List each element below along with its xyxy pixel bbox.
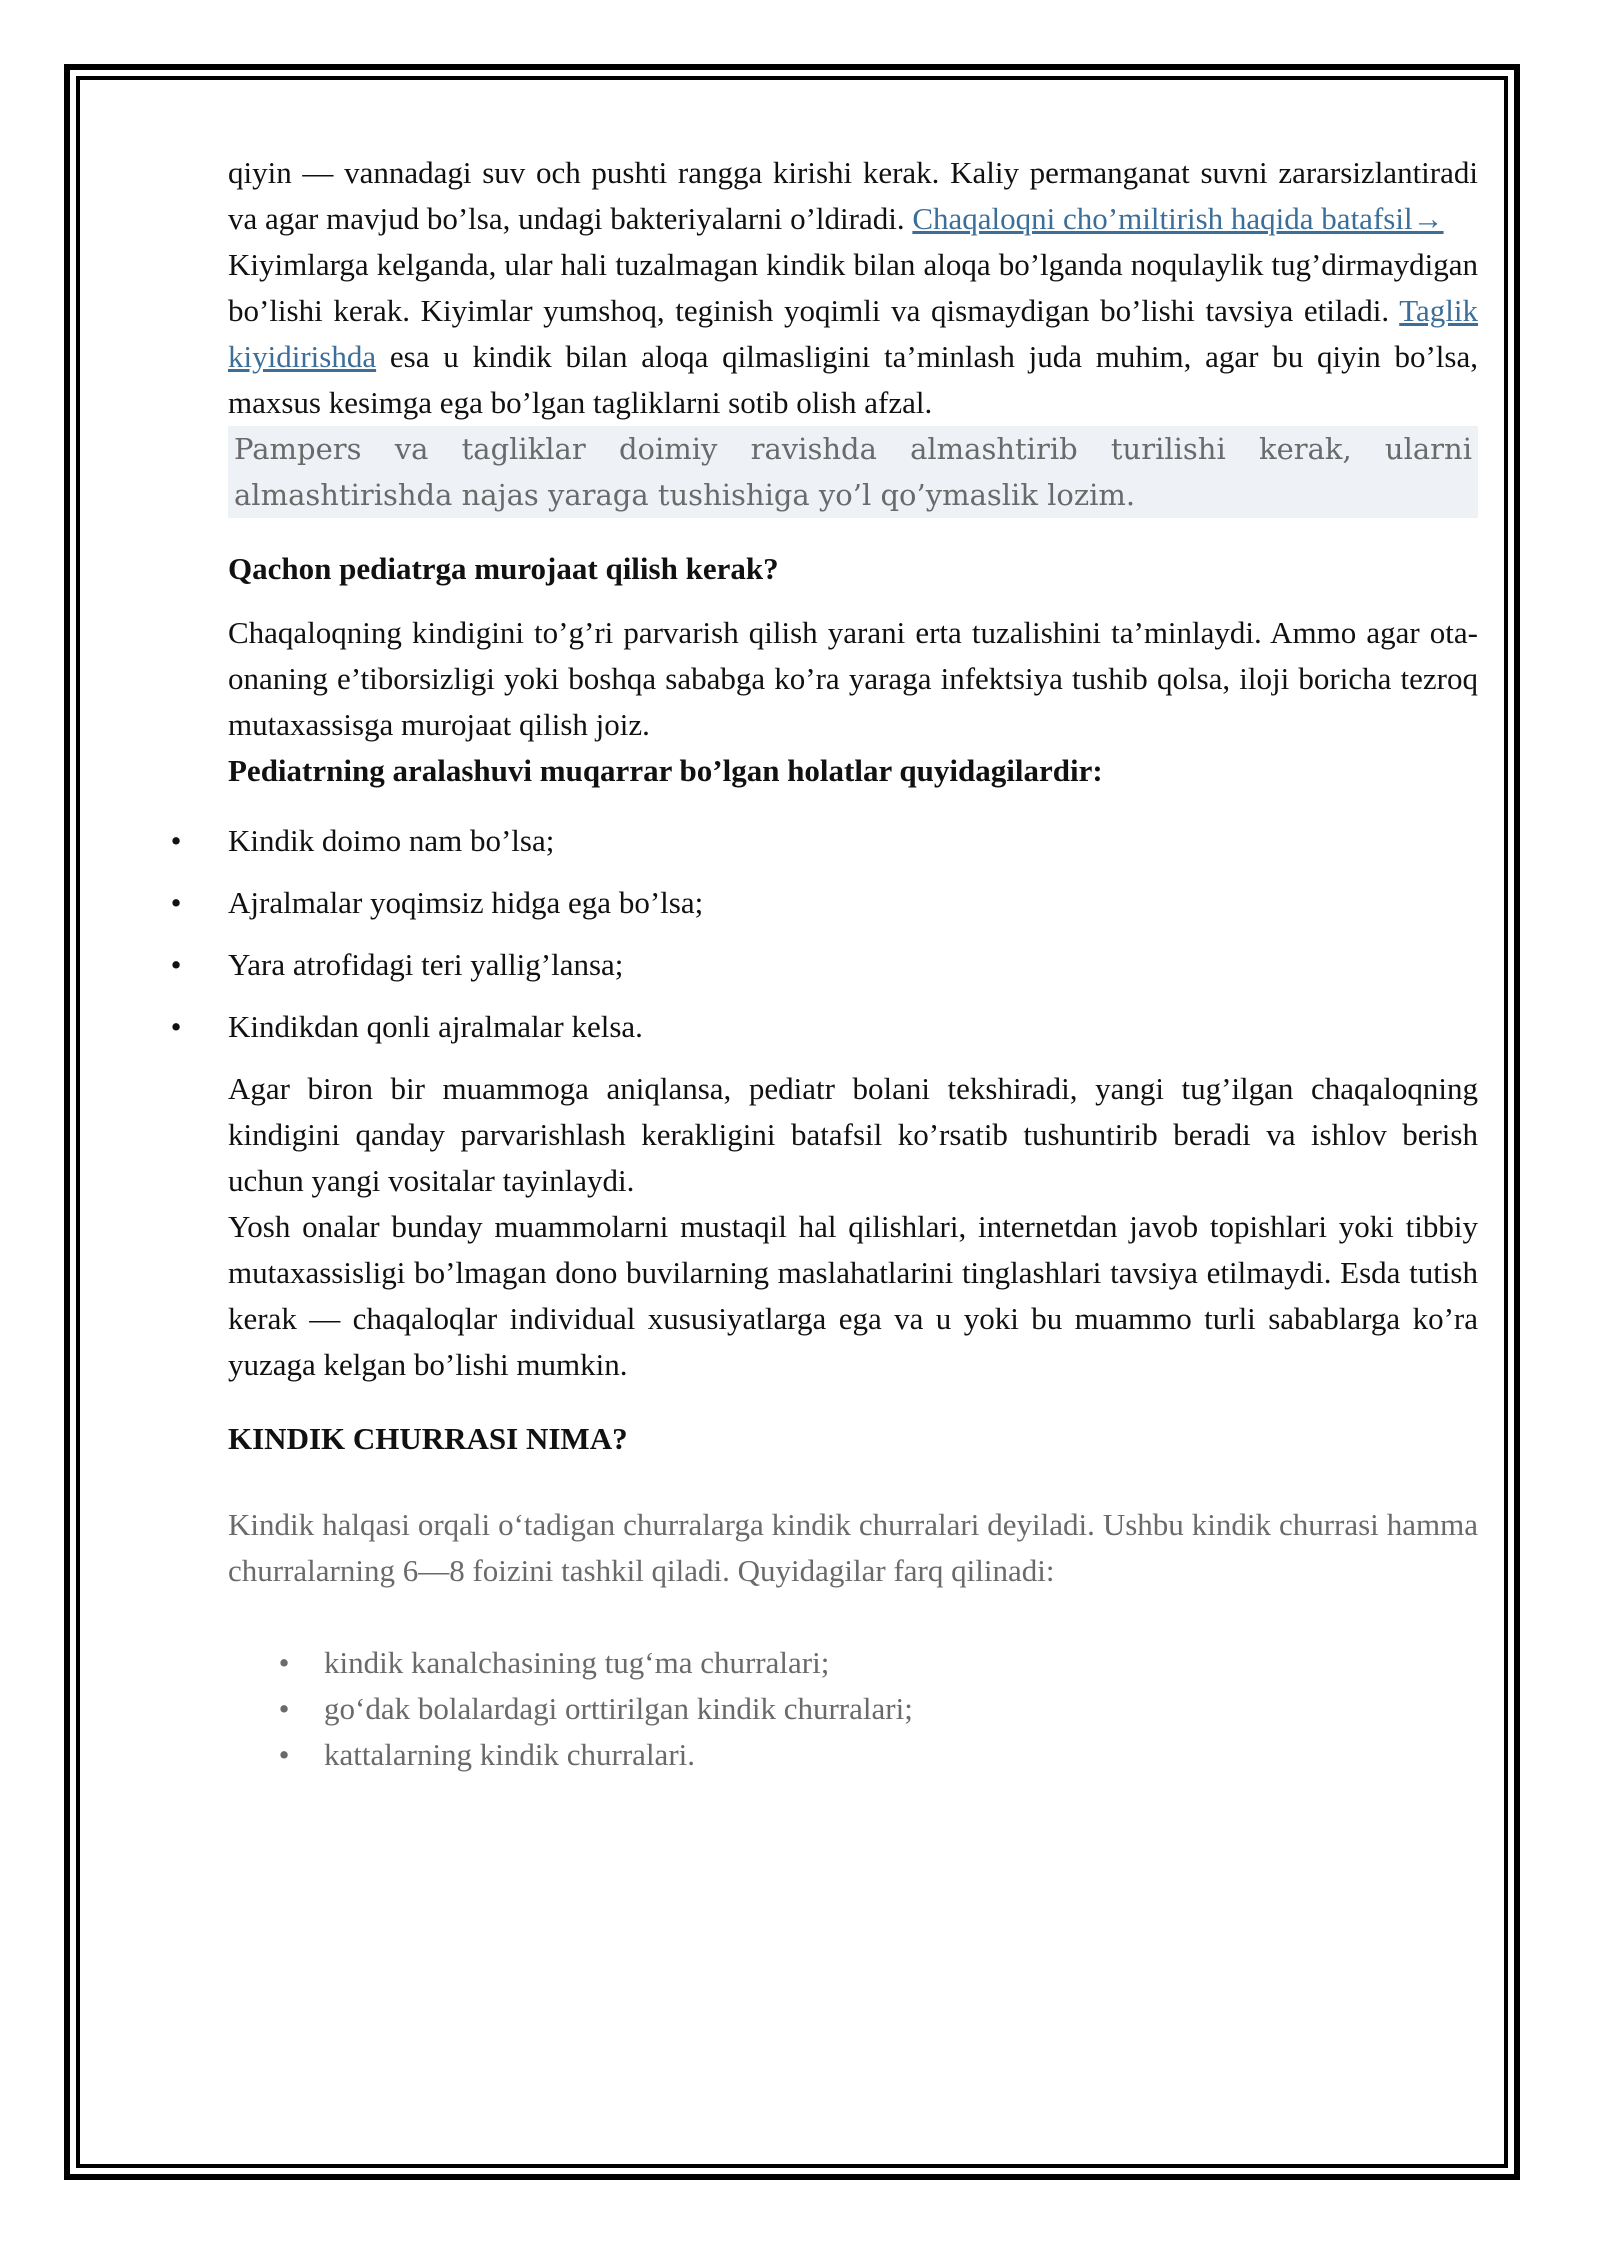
list-item: • go‘dak bolalardagi orttirilgan kindik churralari; (274, 1686, 1478, 1732)
paragraph-doctor: Agar biron bir muammoga aniqlansa, pediatr bolani tekshiradi, yangi tug’ilgan chaqaloqning kindigini qanday parvarishlash kerakligini batafsil ko’rsatib tushuntirib beradi va ishlov berish uchun yangi vositalar tayinlaydi. (228, 1071, 1478, 1198)
diapering-link[interactable]: Taglik kiyidirishda (228, 293, 1478, 374)
section-heading-pediatrician: Qachon pediatrga murojaat qilish kerak? (228, 551, 779, 586)
paragraph-advice: Yosh onalar bunday muammolarni mustaqil hal qilishlari, internetdan javob topishlari yoki tibbiy mutaxassisligi bo’lmagan dono buvilarning maslahatlarini tinglashlari tavsiya etilmaydi. Esda tutish kerak — chaqaloqlar individual xususiyatlarga ega va u yoki bu muammo turli sabablarga ko’ra yuzaga kelgan bo’lishi mumkin. (228, 1209, 1478, 1382)
paragraph-care: Chaqaloqning kindigini to’g’ri parvarish qilish yarani erta tuzalishini ta’minlaydi. Ammo agar ota-onaning e’tiborsizligi yoki boshqa sababga ko’ra yaraga infektsiya tushib qolsa, iloji boricha tezroq mutaxassisga murojaat qilish joiz. (228, 615, 1478, 742)
bullet-icon: • (278, 1737, 290, 1772)
bullet-icon: • (170, 947, 182, 982)
paragraph-text: qiyin — vannadagi suv och pushti rangga kirishi kerak. Kaliy permanganat suvni zararsizlantiradi va agar mavjud bo’lsa, undagi bakteriyalarni o’ldiradi. (228, 155, 1478, 236)
list-item: • kattalarning kindik churralari. (274, 1732, 1478, 1778)
list-item: • Yara atrofidagi teri yallig’lansa; (166, 942, 1478, 988)
list-item: • kindik kanalchasining tug‘ma churralari; (274, 1640, 1478, 1686)
bullet-icon: • (170, 1009, 182, 1044)
list-item: • Kindikdan qonli ajralmalar kelsa. (166, 1004, 1478, 1050)
bullet-icon: • (170, 885, 182, 920)
paragraph-hernia: Kindik halqasi orqali o‘tadigan churralarga kindik churralari deyiladi. Ushbu kindik churrasi hamma churralarning 6—8 foizini tashkil qiladi. Quyidagilar farq qilinadi: (228, 1507, 1478, 1588)
paragraph-text: Kiyimlarga kelganda, ular hali tuzalmagan kindik bilan aloqa bo’lganda noqulaylik tug’dirmaydigan bo’lishi kerak. Kiyimlar yumshoq, teginish yoqimli va qismaydigan bo’lishi tavsiya etiladi. (228, 247, 1478, 328)
list-item: • Kindik doimo nam bo’lsa; (166, 818, 1478, 864)
list-item: • Ajralmalar yoqimsiz hidga ega bo’lsa; (166, 880, 1478, 926)
symptom-list (166, 818, 1478, 1050)
document-body (170, 150, 1478, 1778)
bullet-icon: • (278, 1645, 290, 1680)
section-heading-hernia: KINDIK CHURRASI NIMA? (228, 1421, 628, 1456)
paragraph-text: esa u kindik bilan aloqa qilmasligini ta’minlash juda muhim, agar bu qiyin bo’lsa, maxsus kesimga ega bo’lgan tagliklarni sotib olish afzal. (228, 339, 1478, 420)
paragraph-bathing (228, 150, 1478, 242)
bullet-icon: • (170, 823, 182, 858)
hernia-types-list (274, 1640, 1478, 1778)
section-heading-cases: Pediatrning aralashuvi muqarrar bo’lgan holatlar quyidagilardir: (228, 753, 1103, 788)
paragraph-clothing (228, 242, 1478, 426)
highlighted-paragraph: Pampers va tagliklar doimiy ravishda almashtirib turilishi kerak, ularni almashtirishda najas yaraga tushishiga yo’l qo’ymaslik lozim. (228, 426, 1478, 518)
bathing-details-link[interactable]: Chaqaloqni cho’miltirish haqida batafsil→ (912, 201, 1444, 236)
bullet-icon: • (278, 1691, 290, 1726)
